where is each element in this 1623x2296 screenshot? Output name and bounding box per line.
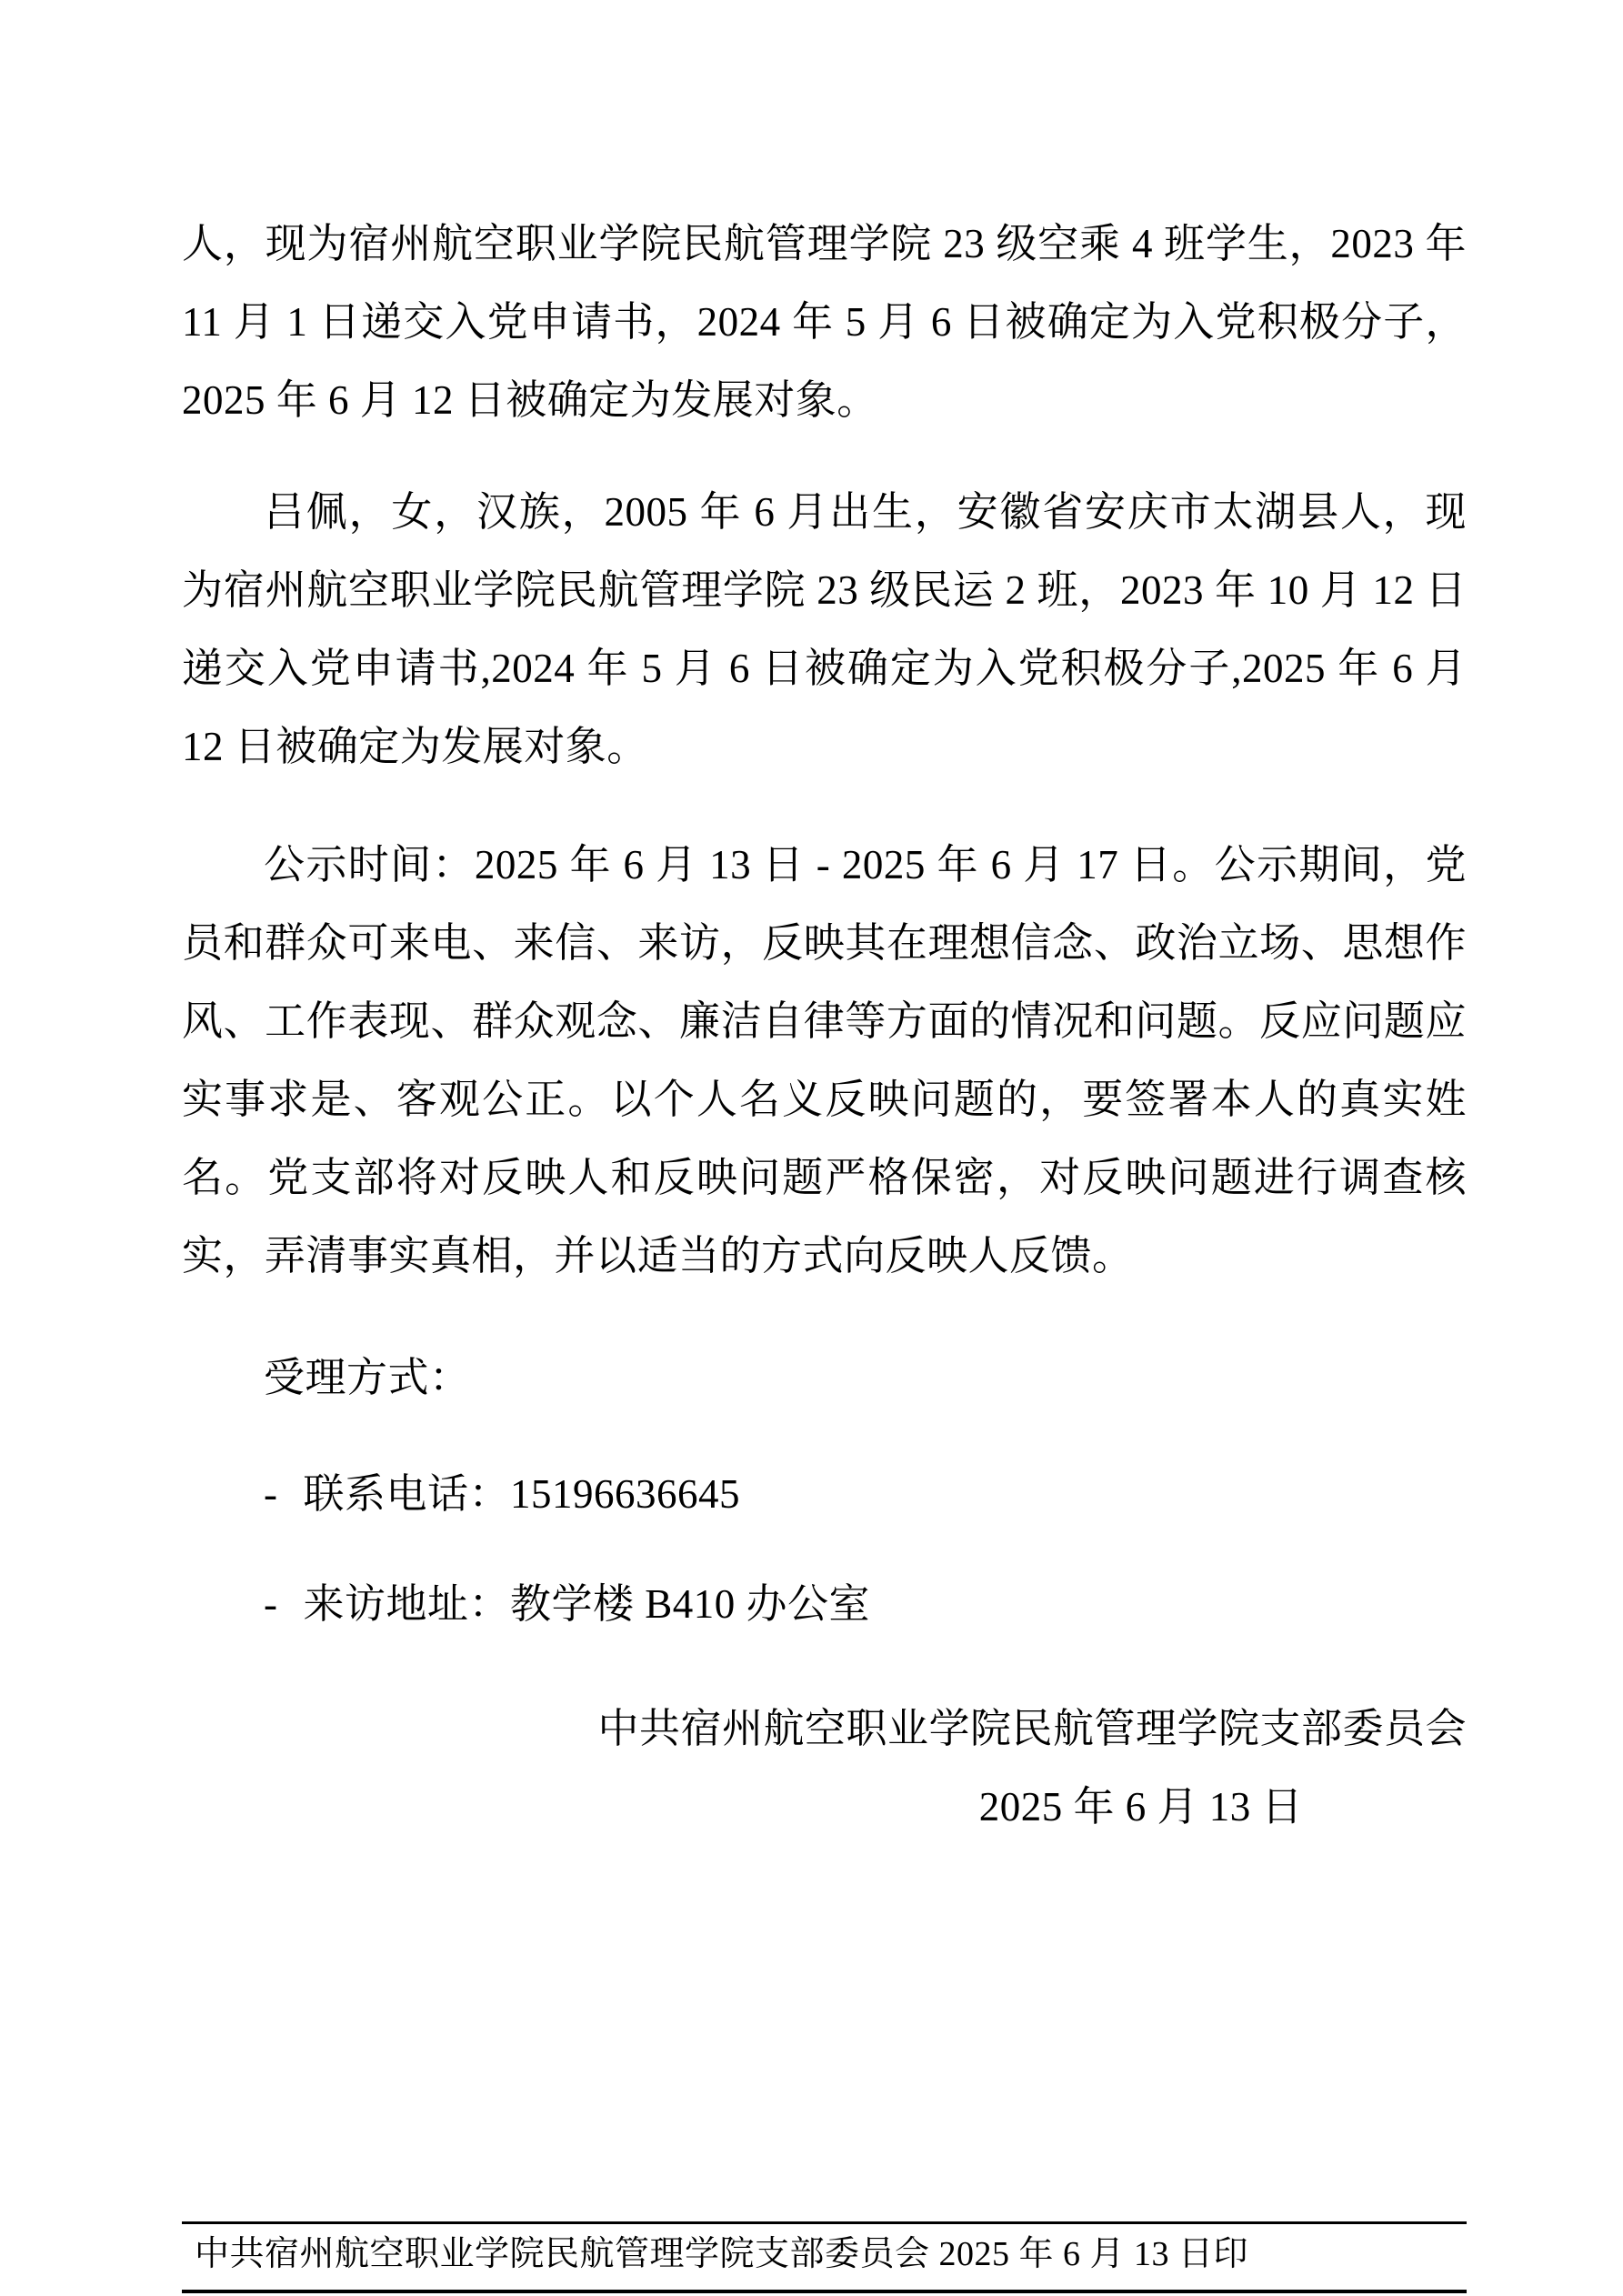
phone-label: 联系电话：	[303, 1471, 511, 1517]
list-dash: -	[264, 1581, 278, 1627]
address-label: 来访地址：	[303, 1581, 511, 1627]
list-dash: -	[264, 1471, 278, 1517]
footer-imprint: 中共宿州航空职业学院民航管理学院支部委员会 2025 年 6 月 13 日印	[195, 2235, 1249, 2273]
reception-item-address	[182, 1565, 1467, 1643]
reception-method-title: 受理方式：	[264, 1355, 471, 1400]
page-footer	[182, 2221, 1467, 2275]
document-body	[182, 205, 1467, 1846]
address-value: 教学楼 B410 办公室	[510, 1581, 871, 1627]
signature-committee: 中共宿州航空职业学院民航管理学院支部委员会	[597, 1706, 1467, 1751]
phone-value: 15196636645	[510, 1471, 741, 1517]
paragraph-candidate-continued: 人，现为宿州航空职业学院民航管理学院 23 级空乘 4 班学生，2023 年 11 月 1 日递交入党申请书，2024 年 5 月 6 日被确定为入党积极分子，2025 年 6 月 12 日被确定为发展对象。	[182, 221, 1467, 423]
footer-bottom-rule	[182, 2290, 1467, 2293]
paragraph-publicity-period: 公示时间：2025 年 6 月 13 日 - 2025 年 6 月 17 日。公示期间，党员和群众可来电、来信、来访，反映其在理想信念、政治立场、思想作风、工作表现、群众观念、廉洁自律等方面的情况和问题。反应问题应实事求是、客观公正。以个人名义反映问题的，要签署本人的真实姓名。党支部将对反映人和反映问题严格保密，对反映问题进行调查核实，弄清事实真相，并以适当的方式向反映人反馈。	[182, 842, 1467, 1278]
paragraph-candidate-lvpei: 吕佩，女，汉族，2005 年 6 月出生，安徽省安庆市太湖县人，现为宿州航空职业学院民航管理学院 23 级民运 2 班，2023 年 10 月 12 日递交入党申请书,2024 年 5 月 6 日被确定为入党积极分子,2025 年 6 月 12 日被确定为发展对象。	[182, 489, 1467, 769]
signature-date: 2025 年 6 月 13 日	[978, 1784, 1303, 1830]
reception-item-phone	[182, 1455, 1467, 1533]
